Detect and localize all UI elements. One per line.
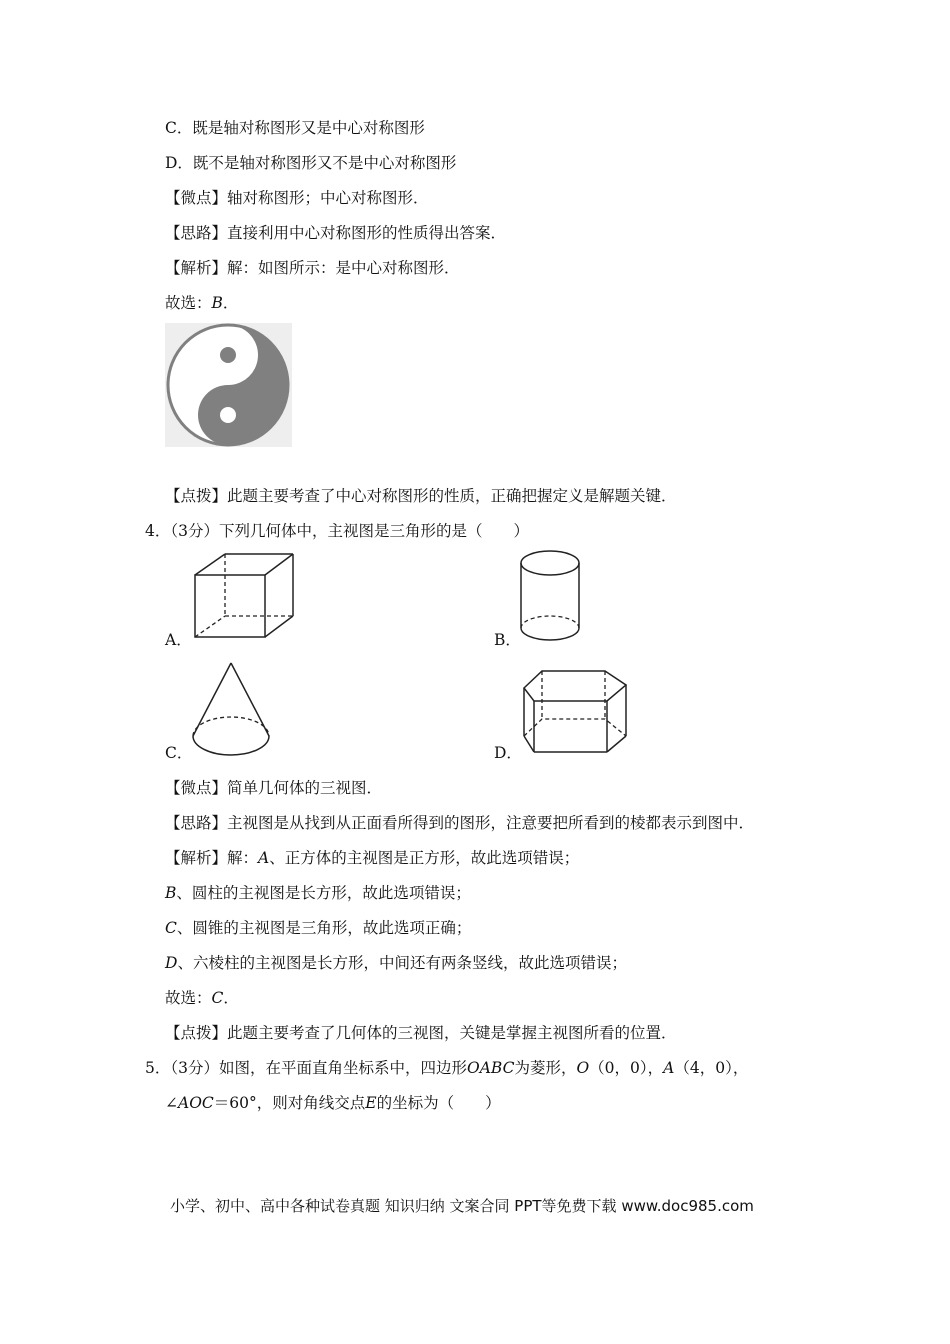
q4-answer-line: 故选：C． bbox=[165, 989, 239, 1007]
label-b: B． bbox=[494, 631, 521, 649]
weidian: 【微点】轴对称图形；中心对称图形． bbox=[165, 189, 429, 207]
q5-stem-line2: ∠AOC＝60°，则对角线交点E的坐标为（ ） bbox=[165, 1094, 501, 1112]
label-c: C． bbox=[165, 744, 193, 762]
q4-weidian: 【微点】简单几何体的三视图． bbox=[165, 779, 383, 797]
yin-yang-figure bbox=[165, 323, 292, 447]
label-a: A． bbox=[165, 631, 192, 649]
q4-jiexi-c: C、圆锥的主视图是三角形，故此选项正确； bbox=[165, 919, 472, 937]
hexagonal-prism-icon bbox=[520, 666, 630, 758]
cube-icon bbox=[190, 550, 295, 640]
q4-jiexi-b: B、圆柱的主视图是长方形，故此选项错误； bbox=[165, 884, 471, 902]
option-c: C．既是轴对称图形又是中心对称图形 bbox=[165, 119, 425, 137]
label-d: D． bbox=[494, 744, 522, 762]
dianbo: 【点拨】此题主要考查了中心对称图形的性质，正确把握定义是解题关键． bbox=[165, 487, 677, 505]
answer-line: 故选：B． bbox=[165, 294, 239, 312]
q4-dianbo: 【点拨】此题主要考查了几何体的三视图，关键是掌握主视图所看的位置． bbox=[165, 1024, 677, 1042]
cone-icon bbox=[190, 660, 272, 760]
q5-stem: 5．（3分）如图，在平面直角坐标系中，四边形OABC为菱形，O（0，0），A（4，0）， bbox=[145, 1059, 749, 1077]
cylinder-icon bbox=[518, 548, 584, 644]
q4-stem: 4．（3分）下列几何体中，主视图是三角形的是（ ） bbox=[145, 522, 529, 540]
footer-text: 小学、初中、高中各种试卷真题 知识归纳 文案合同 PPT等免费下载 www.doc985.com bbox=[170, 1197, 754, 1215]
jiexi: 【解析】解：如图所示：是中心对称图形． bbox=[165, 259, 460, 277]
q4-jiexi-a: 【解析】解：A、正方体的主视图是正方形，故此选项错误； bbox=[165, 849, 580, 867]
q4-jiexi-d: D、六棱柱的主视图是长方形，中间还有两条竖线，故此选项错误； bbox=[165, 954, 627, 972]
option-d: D．既不是轴对称图形又不是中心对称图形 bbox=[165, 154, 457, 172]
yin-yang-icon bbox=[165, 323, 292, 447]
q4-silu: 【思路】主视图是从找到从正面看所得到的图形，注意要把所看到的棱都表示到图中． bbox=[165, 814, 755, 832]
silu: 【思路】直接利用中心对称图形的性质得出答案． bbox=[165, 224, 507, 242]
